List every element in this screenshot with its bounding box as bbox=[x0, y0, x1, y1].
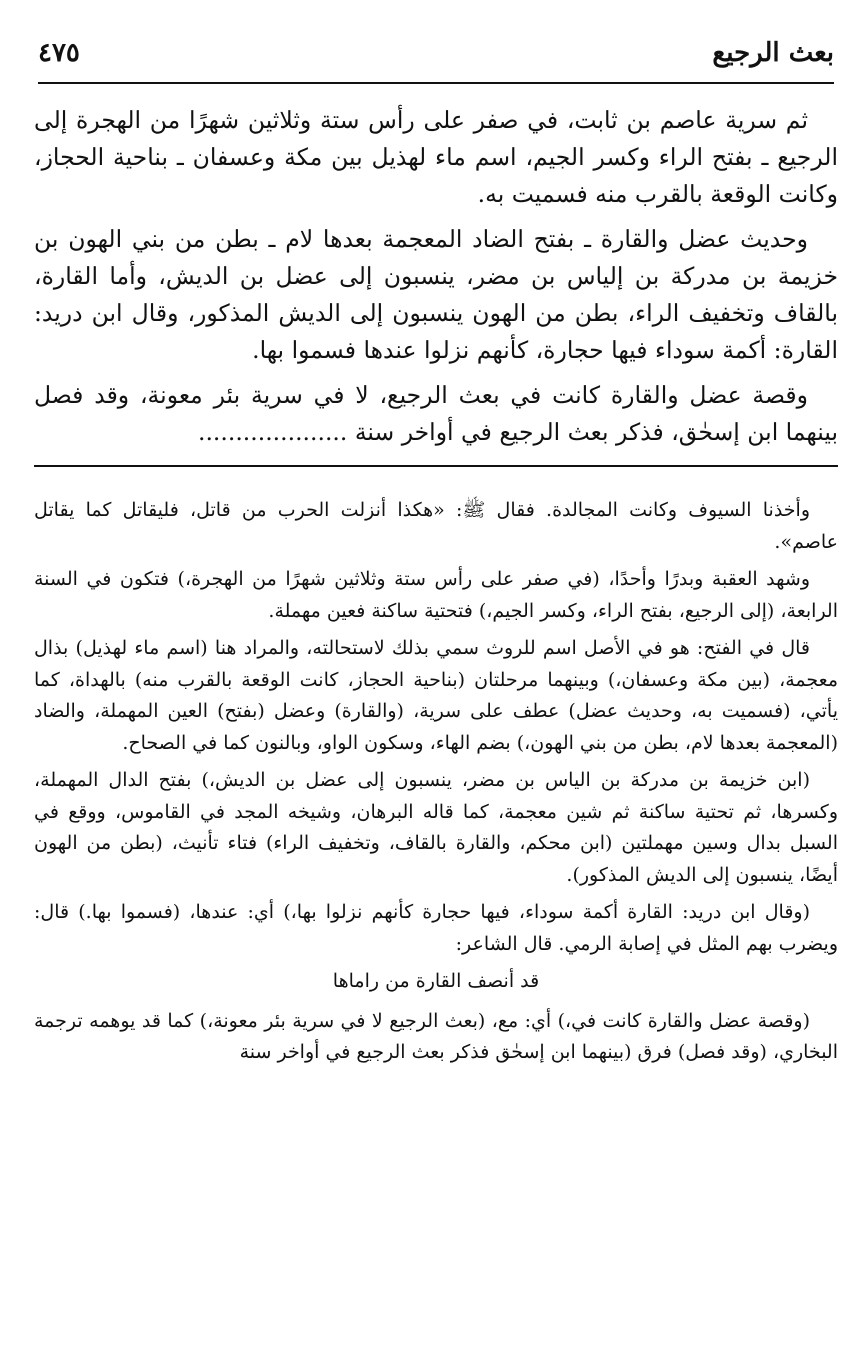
commentary-paragraph: وشهد العقبة وبدرًا وأحدًا، (في صفر على رأس ستة وثلاثين شهرًا من الهجرة،) فتكون في السنة الرابعة، (إلى الرجيع، بفتح الراء، وكسر الجيم،) فتحتية ساكنة فعين مهملة. bbox=[34, 568, 838, 622]
main-paragraph: ثم سرية عاصم بن ثابت، في صفر على رأس ستة وثلاثين شهرًا من الهجرة إلى الرجيع ـ بفتح الراء وكسر الجيم، اسم ماء لهذيل بين مكة وعسفان ـ بناحية الحجاز، وكانت الوقعة بالقرب منه فسميت به. bbox=[34, 106, 838, 208]
main-paragraph: وحديث عضل والقارة ـ بفتح الضاد المعجمة بعدها لام ـ بطن من بني الهون بن خزيمة بن مدركة بن إلياس بن مضر، ينسبون إلى عضل بن الديش، وأما القارة، بالقاف وتخفيف الراء، بطن من الهون ينسبون إلى الديش المذكور، وقال ابن دريد: القارة: أكمة سوداء فيها حجارة، كأنهم نزلوا عندها فسموا بها. bbox=[34, 225, 838, 364]
running-head bbox=[38, 38, 834, 84]
commentary-paragraph: وأخذنا السيوف وكانت المجالدة. فقال ﷺ: «هكذا أنزلت الحرب من قاتل، فليقاتل كما يقاتل عاصم». bbox=[34, 499, 838, 553]
page-number: ٤٧٥ bbox=[38, 38, 80, 68]
commentary-paragraph: (وقصة عضل والقارة كانت في،) أي: مع، (بعث الرجيع لا في سرية بئر معونة،) كما قد يوهمه ترجمة البخاري، (وقد فصل) فرق (بينهما ابن إسحٰق فذكر بعث الرجيع في أواخر سنة bbox=[34, 1009, 838, 1063]
commentary-paragraph: (وقال ابن دريد: القارة أكمة سوداء، فيها حجارة كأنهم نزلوا بها،) أي: عندها، (فسموا بها.) قال: ويضرب بهم المثل في إصابة الرمي. قال الشاعر: bbox=[34, 901, 838, 955]
commentary-paragraph: قال في الفتح: هو في الأصل اسم للروث سمي بذلك لاستحالته، والمراد هنا (اسم ماء لهذيل) بذال معجمة، (بين مكة وعسفان،) وبينهما مرحلتان (بناحية الحجاز، كانت الوقعة بالقرب منه) بالهداة، كما يأتي، (فسميت به، وحديث عضل) عطف على سرية، (والقارة) وعضل (بفتح) العين المهملة، والضاد (المعجمة بعدها لام، بطن من بني الهون،) بضم الهاء، وسكون الواو، وبالنون كما في الصحاح. bbox=[34, 637, 838, 754]
main-paragraph: وقصة عضل والقارة كانت في بعث الرجيع، لا في سرية بئر معونة، وقد فصل بينهما ابن إسحٰق، فذكر بعث الرجيع في أواخر سنة .................... bbox=[34, 381, 838, 446]
commentary-paragraph: (ابن خزيمة بن مدركة بن الياس بن مضر، ينسبون إلى عضل بن الديش،) بفتح الدال المهملة، وكسرها، ثم تحتية ساكنة ثم شين معجمة، كما قاله البرهان، وشيخه المجد في القاموس، ووقع في السبل بدال وسين مهملتين (ابن محكم، والقارة بالقاف، وتخفيف الراء) فتاء تأنيث، (بطن من الهون أيضًا، ينسبون إلى الديش المذكور). bbox=[34, 769, 839, 886]
chapter-title: بعث الرجيع bbox=[712, 38, 834, 68]
footnote-divider bbox=[34, 465, 838, 467]
commentary bbox=[34, 495, 838, 1069]
poetry-verse: قد أنصف القارة من راماها bbox=[332, 970, 540, 992]
main-text bbox=[34, 102, 838, 451]
